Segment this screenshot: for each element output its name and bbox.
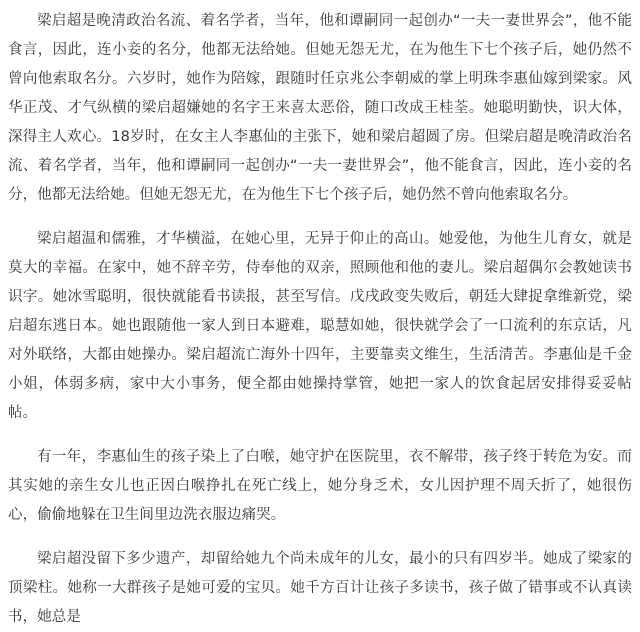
article-paragraph-1: 梁启超是晚清政治名流、着名学者，当年，他和谭嗣同一起创办“一夫一妻世界会”，他不能食言，因此，连小妾的名分，他都无法给她。但她无怨无尤，在为他生下七个孩子后，她仍然不曾向他索取名分。六岁时，她作为陪嫁，跟随时任京兆公李朝威的掌上明珠李惠仙嫁到梁家。风华正茂、才气纵横的梁启超嫌她的名字王来喜太恶俗，随口改成王桂荃。她聪明勤快，识大体，深得主人欢心。18岁时，在女主人李惠仙的主张下，她和梁启超圆了房。但梁启超是晚清政治名流、着名学者，当年，他和谭嗣同一起创办“一夫一妻世界会”，他不能食言，因此，连小妾的名分，他都无法给她。但她无怨无尤，在为他生下七个孩子后，她仍然不曾向他索取名分。 (8, 13, 632, 203)
article-paragraph-3: 有一年，李惠仙生的孩子染上了白喉，她守护在医院里，衣不解带，孩子终于转危为安。而其实她的亲生女儿也正因白喉挣扎在死亡线上，她分身乏术，女儿因护理不周夭折了，她很伤心，偷偷地躲在卫生间里边洗衣服边痛哭。 (8, 449, 632, 523)
article-paragraph-2: 梁启超温和儒雅，才华横溢，在她心里，无异于仰止的高山。她爱他，为他生儿育女，就是莫大的幸福。在家中，她不辞辛劳，侍奉他的双亲，照顾他和他的妻儿。梁启超偶尔会教她读书识字。她冰雪聪明，很快就能看书读报，甚至写信。戊戌政变失败后，朝廷大肆捉拿维新党，梁启超东逃日本。她也跟随他一家人到日本避难，聪慧如她，很快就学会了一口流利的东京话，凡对外联络，大都由她操办。梁启超流亡海外十四年，主要靠卖文维生，生活清苦。李惠仙是千金小姐，体弱多病，家中大小事务，便全都由她操持掌管，她把一家人的饮食起居安排得妥妥帖帖。 (8, 231, 632, 421)
article-paragraph-4: 梁启超没留下多少遗产，却留给她九个尚未成年的儿女，最小的只有四岁半。她成了梁家的顶梁柱。她称一大群孩子是她可爱的宝贝。她千方百计让孩子多读书，孩子做了错事或不认真读书，她总是 (8, 551, 632, 625)
